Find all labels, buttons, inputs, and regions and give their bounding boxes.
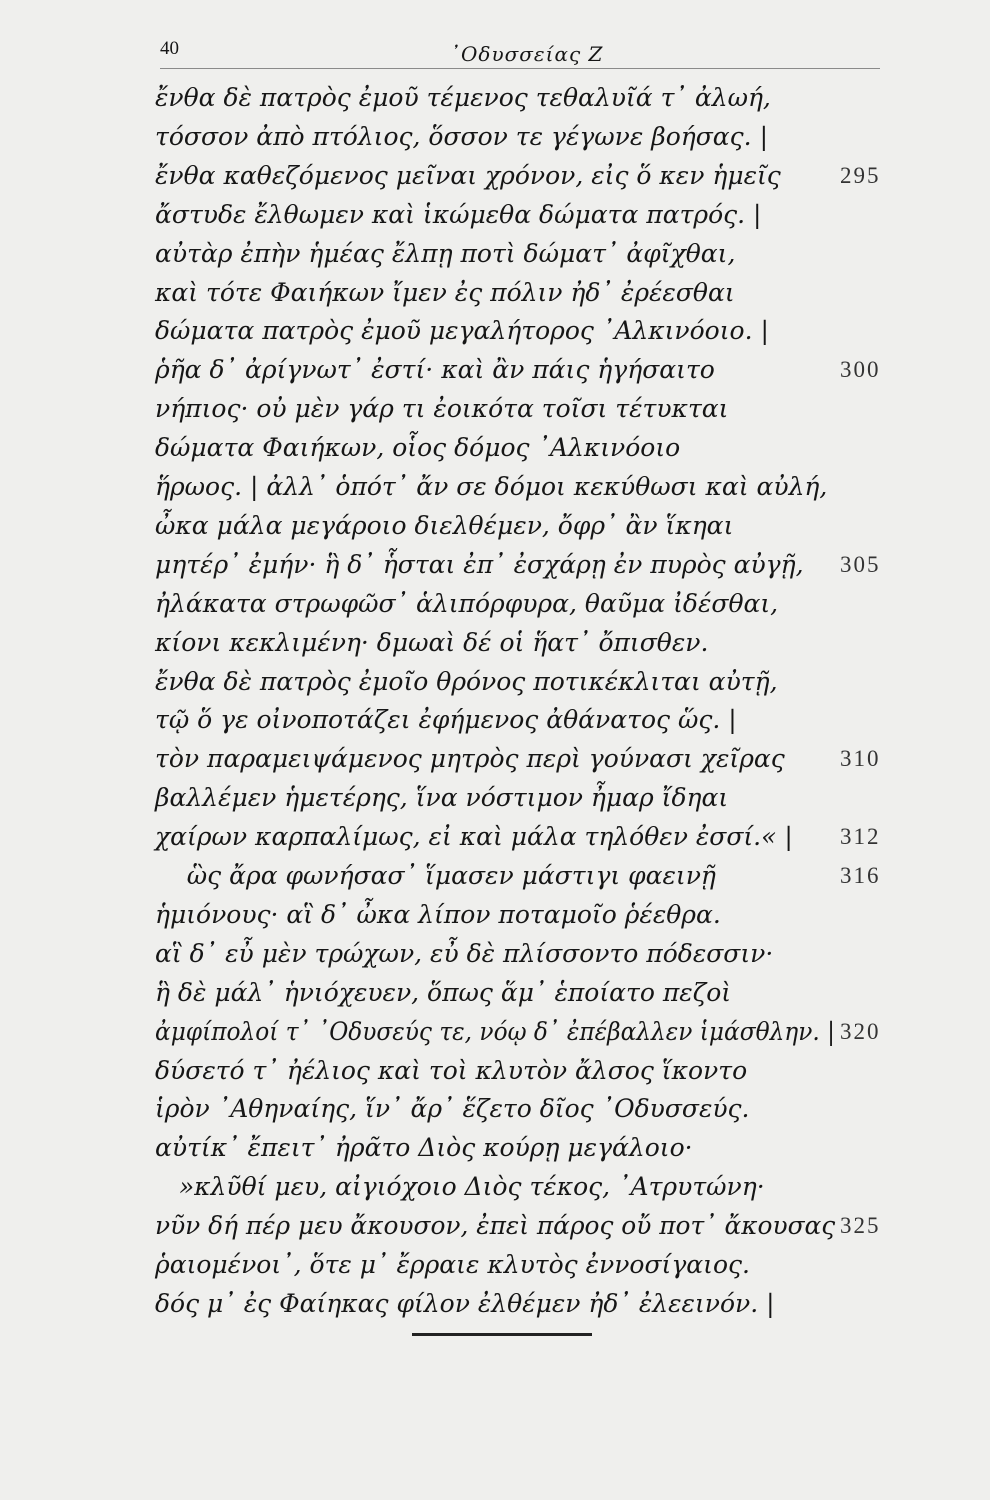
verse-line (0, 313, 990, 349)
verse-text: ἥρωος. | ἀλλ᾿ ὁπότ᾿ ἄν σε δόμοι κεκύθωσι καὶ αὐλή, (155, 472, 828, 501)
verse-text: κίονι κεκλιμένη· δμωαὶ δέ οἱ ἥατ᾿ ὄπισθεν. (155, 627, 709, 657)
verse-line (0, 158, 990, 194)
verse-text: νήπιος· οὐ μὲν γάρ τι ἐοικότα τοῖσι τέτυκται (155, 394, 729, 424)
verse-text: ἔνθα καθεζόμενος μεῖναι χρόνον, εἰς ὅ κεν ἡμεῖς (155, 160, 781, 190)
verse-line (0, 741, 990, 777)
verse-line (0, 119, 990, 155)
verse-line (0, 1053, 990, 1089)
verse-text: αὐτὰρ ἐπὴν ἡμέας ἔλπῃ ποτὶ δώματ᾿ ἀφῖχθαι, (155, 238, 736, 268)
verse-text: ῥῆα δ᾿ ἀρίγνωτ᾿ ἐστί· καὶ ἂν πάις ἡγήσαιτο (155, 355, 715, 385)
running-title: ᾿Οδυσσείας Ζ (450, 42, 604, 66)
verse-text: ἡμιόνους· αἳ δ᾿ ὦκα λίπον ποταμοῖο ῥέεθρα. (155, 899, 721, 929)
verse-text: ἠλάκατα στρωφῶσ᾿ ἁλιπόρφυρα, θαῦμα ἰδέσθαι, (155, 588, 779, 618)
verse-line (0, 1014, 990, 1050)
verse-text: ῥαιομένοι᾿, ὅτε μ᾿ ἔρραιε κλυτὸς ἐννοσίγαιος. (155, 1250, 750, 1279)
verse-line (0, 1208, 990, 1244)
verse-line (0, 625, 990, 661)
verse-line (0, 547, 990, 583)
verse-line (0, 780, 990, 816)
verse-line (0, 275, 990, 311)
verse-text: βαλλέμεν ἡμετέρης, ἵνα νόστιμον ἦμαρ ἴδηαι (155, 783, 729, 813)
verse-line (0, 702, 990, 738)
verse-line (0, 430, 990, 466)
verse-line (0, 1130, 990, 1166)
verse-text: »κλῦθί μευ, αἰγιόχοιο Διὸς τέκος, ᾿Ατρυτώνη· (155, 1172, 765, 1202)
verse-line (0, 819, 990, 855)
verse-line (0, 858, 990, 894)
verse-text: ἱρὸν ᾿Αθηναίης, ἵν᾿ ἄρ᾿ ἕζετο δῖος ᾿Οδυσσεύς. (155, 1094, 750, 1124)
verse-text: δώματα πατρὸς ἐμοῦ μεγαλήτορος ᾿Αλκινόοιο. | (155, 316, 769, 346)
verse-line (0, 936, 990, 972)
verse-line (0, 508, 990, 544)
verse-line (0, 1091, 990, 1127)
page-number: 40 (160, 38, 179, 59)
verse-line (0, 80, 990, 116)
line-number: 312 (840, 824, 881, 850)
verse-line (0, 1169, 990, 1205)
line-number: 295 (840, 162, 881, 188)
verse-line (0, 1286, 990, 1322)
verse-text: ἔνθα δὲ πατρὸς ἐμοῖο θρόνος ποτικέκλιται αὐτῇ, (155, 666, 778, 696)
line-number: 305 (840, 551, 881, 577)
line-number: 310 (840, 746, 881, 772)
verse-line (0, 1247, 990, 1283)
verse-text: ἀμφίπολοί τ᾿ ᾿Οδυσεύς τε, νόῳ δ᾿ ἐπέβαλλεν ἱμάσθλην. | (155, 1016, 835, 1046)
verse-text: ἣ δὲ μάλ᾿ ἡνιόχευεν, ὅπως ἅμ᾿ ἑποίατο πεζοὶ (155, 977, 732, 1007)
verse-text: δός μ᾿ ἐς Φαίηκας φίλον ἐλθέμεν ἠδ᾿ ἐλεεινόν. | (155, 1288, 775, 1318)
verse-text: δώματα Φαιήκων, οἷος δόμος ᾿Αλκινόοιο (155, 433, 681, 463)
header-rule (160, 68, 880, 69)
verse-line (0, 352, 990, 388)
verse-text: ἔνθα δὲ πατρὸς ἐμοῦ τέμενος τεθαλυῖά τ᾿ ἀλωή, (155, 83, 771, 112)
line-number: 316 (840, 863, 881, 888)
verse-text: καὶ τότε Φαιήκων ἴμεν ἐς πόλιν ἠδ᾿ ἐρέεσθαι (155, 277, 735, 307)
verse-line (0, 664, 990, 700)
verse-text: ὦκα μάλα μεγάροιο διελθέμεν, ὄφρ᾿ ἂν ἵκηαι (155, 510, 734, 540)
verse-text: τὸν παραμειψάμενος μητρὸς περὶ γούνασι χεῖρας (155, 744, 785, 774)
line-number: 325 (840, 1213, 881, 1239)
verse-text: ὣς ἄρα φωνήσασ᾿ ἵμασεν μάστιγι φαεινῇ (155, 861, 716, 890)
verse-line (0, 975, 990, 1011)
line-number: 300 (840, 357, 881, 383)
verse-text: μητέρ᾿ ἐμήν· ἣ δ᾿ ἧσται ἐπ᾿ ἐσχάρῃ ἐν πυρὸς αὐγῇ, (155, 549, 804, 579)
verse-line (0, 197, 990, 233)
page-header (160, 38, 880, 78)
end-rule (412, 1333, 592, 1336)
verse-text: νῦν δή πέρ μευ ἄκουσον, ἐπεὶ πάρος οὔ ποτ᾿ ἄκουσας (155, 1211, 836, 1241)
line-number: 320 (840, 1018, 881, 1044)
verse-text: δύσετό τ᾿ ἠέλιος καὶ τοὶ κλυτὸν ἄλσος ἵκοντο (155, 1055, 748, 1085)
verse-text: αὐτίκ᾿ ἔπειτ᾿ ἠρᾶτο Διὸς κούρῃ μεγάλοιο· (155, 1133, 693, 1163)
verse-line (0, 391, 990, 427)
verse-text: ἄστυδε ἔλθωμεν καὶ ἱκώμεθα δώματα πατρός. | (155, 199, 762, 229)
verse-line (0, 236, 990, 272)
verse-line (0, 469, 990, 505)
verse-text: τῷ ὅ γε οἰνοποτάζει ἐφήμενος ἀθάνατος ὥς. | (155, 705, 737, 735)
verse-text: αἳ δ᾿ εὖ μὲν τρώχων, εὖ δὲ πλίσσοντο πόδεσσιν· (155, 938, 774, 968)
verse-line (0, 897, 990, 933)
verse-line (0, 586, 990, 622)
verse-text: τόσσον ἀπὸ πτόλιος, ὅσσον τε γέγωνε βοήσας. | (155, 121, 768, 151)
verse-text: χαίρων καρπαλίμως, εἰ καὶ μάλα τηλόθεν ἐσσί.« | (155, 822, 793, 852)
